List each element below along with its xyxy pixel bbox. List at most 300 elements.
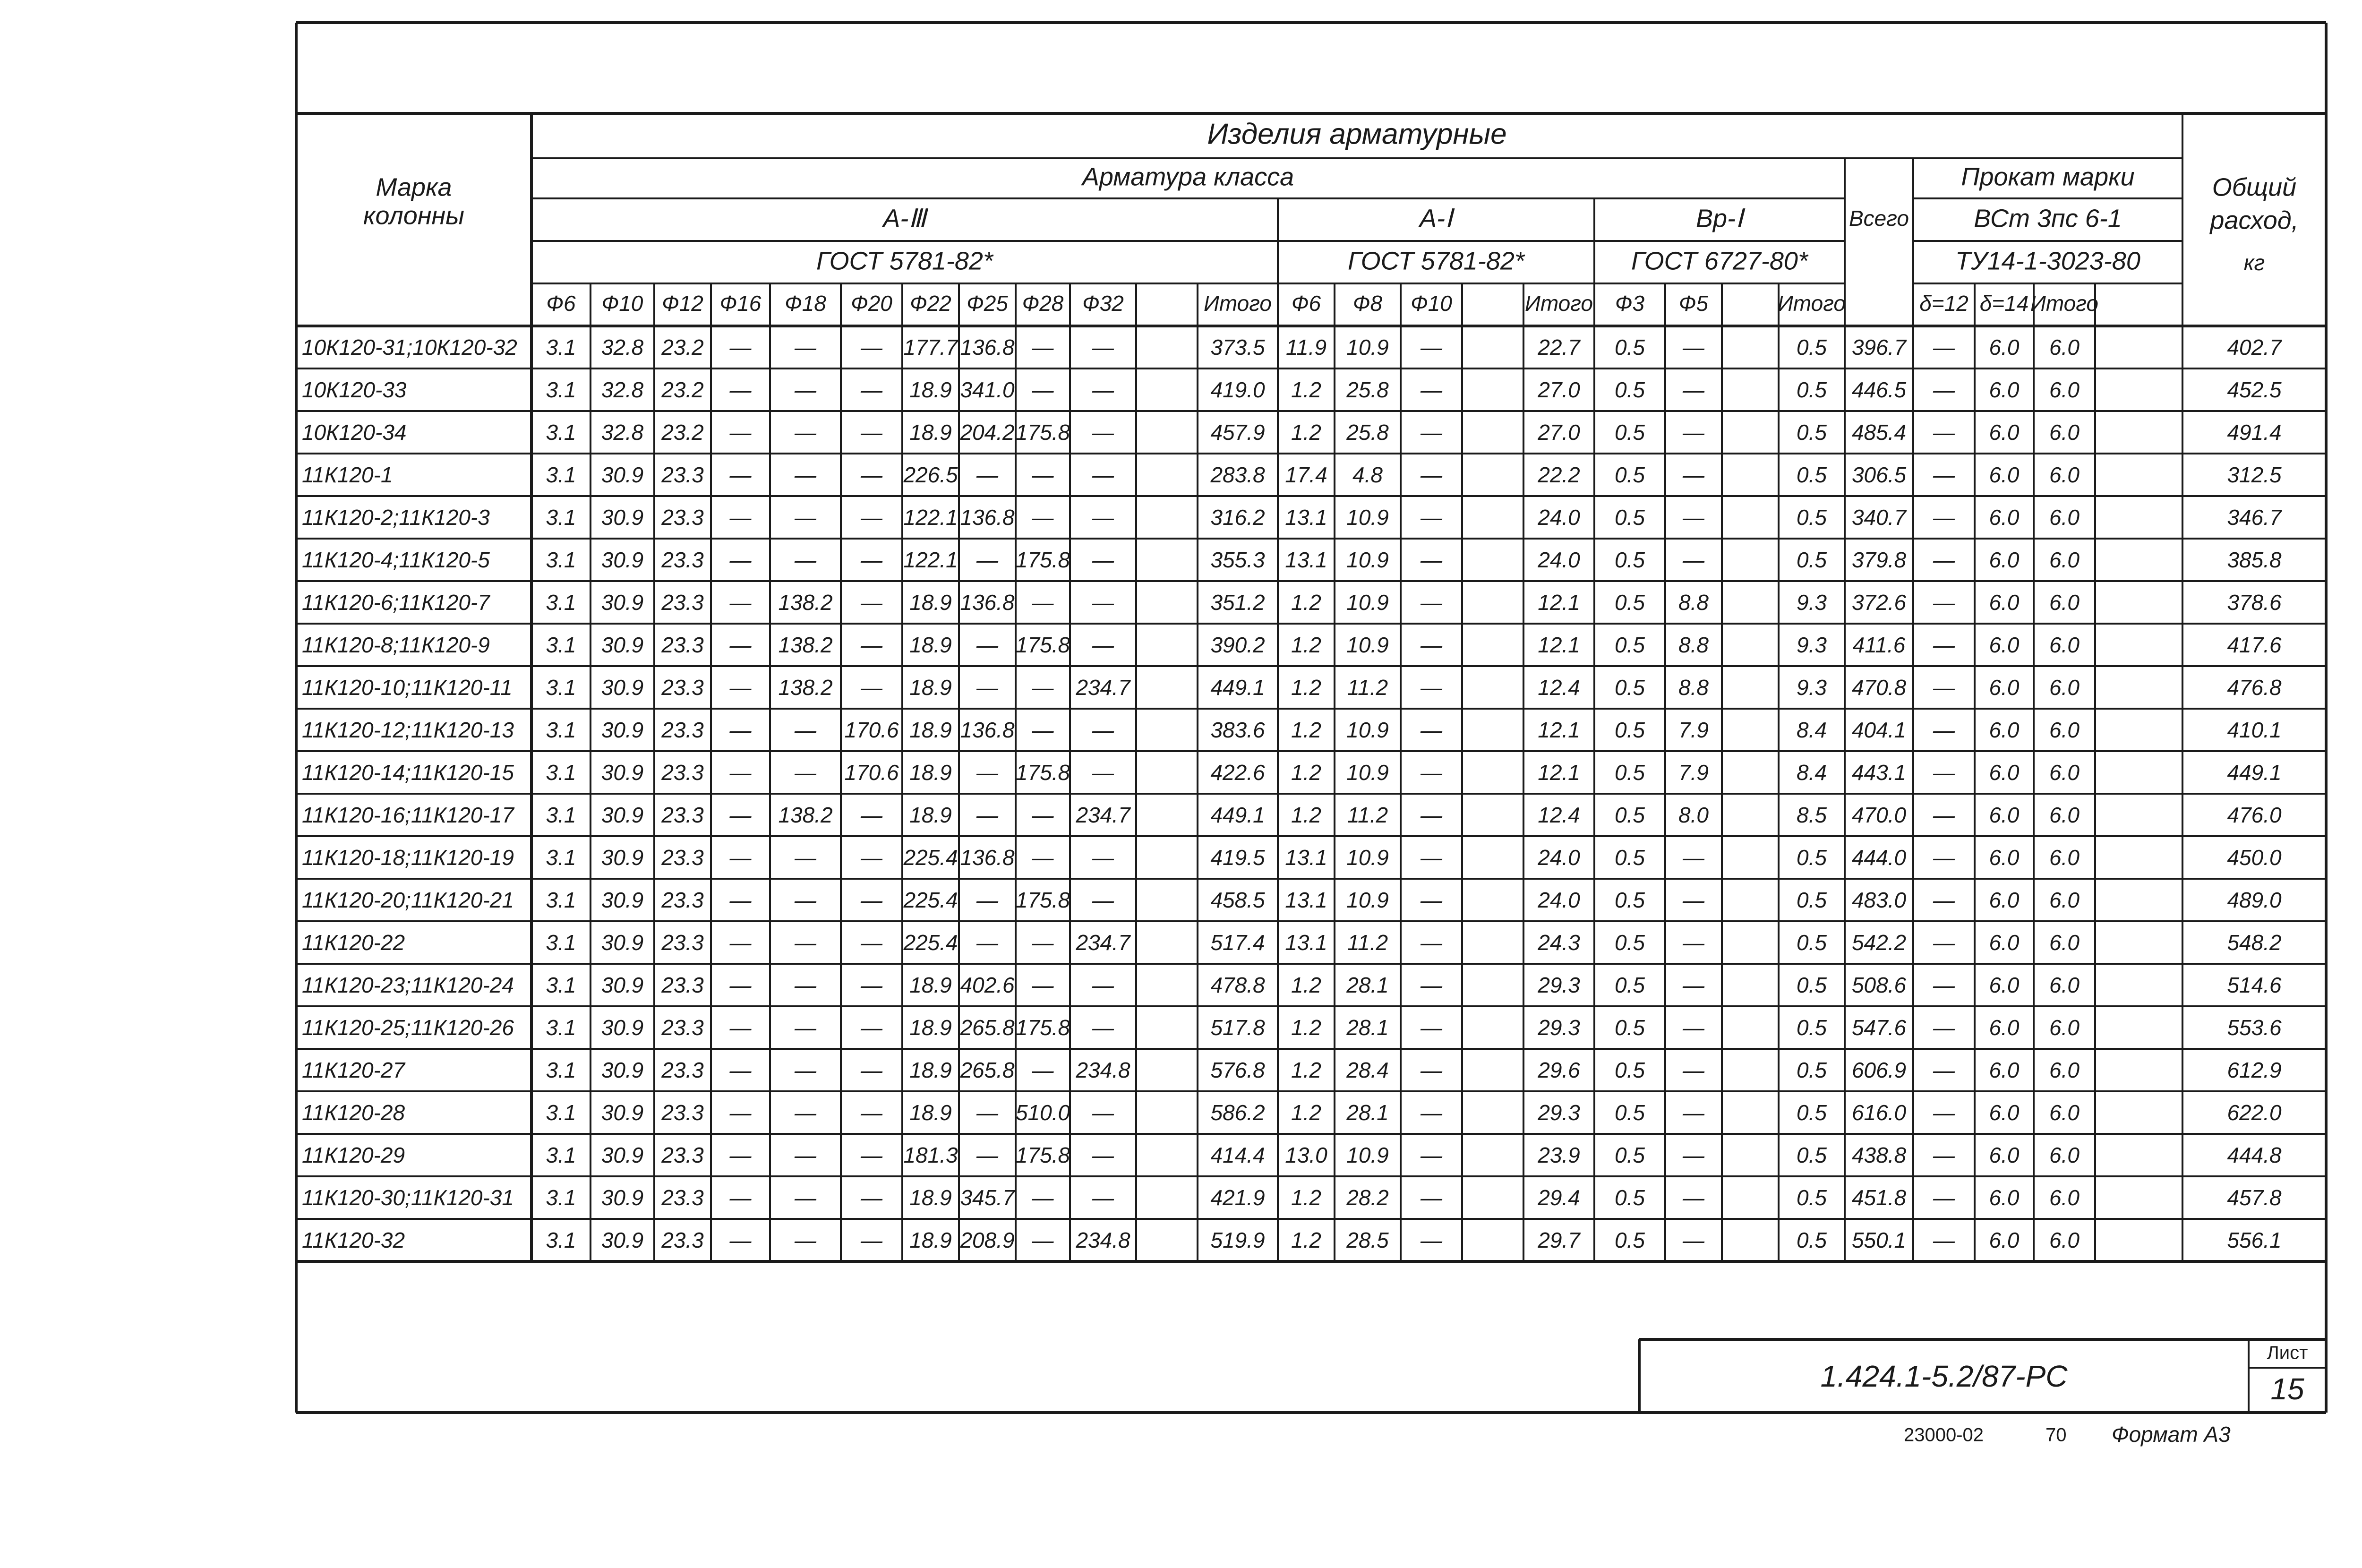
cell-a3: 208.9 bbox=[960, 1228, 1015, 1253]
cell-prokat: 6.0 bbox=[1989, 1015, 2020, 1040]
class-a3-label: А-Ⅲ bbox=[883, 204, 926, 233]
cell-a3: 3.1 bbox=[546, 675, 576, 700]
cell-a1: 22.7 bbox=[1538, 335, 1580, 360]
cell-a3: — bbox=[1092, 973, 1114, 998]
cell-a1: — bbox=[1421, 335, 1442, 360]
cell-a1: — bbox=[1421, 1058, 1442, 1083]
cell-vr1: 0.5 bbox=[1615, 930, 1645, 955]
cell-a3: 3.1 bbox=[546, 633, 576, 658]
cell-overall: 489.0 bbox=[2227, 888, 2282, 913]
cell-vr1: 7.9 bbox=[1678, 760, 1709, 785]
cell-vr1: 0.5 bbox=[1797, 420, 1827, 445]
cell-a1: — bbox=[1421, 845, 1442, 870]
cell-vr1: 0.5 bbox=[1797, 463, 1827, 488]
cell-a3: 30.9 bbox=[601, 930, 644, 955]
cell-vr1: — bbox=[1683, 1185, 1704, 1210]
row-mark: 10К120-33 bbox=[302, 377, 407, 403]
cell-a3: 30.9 bbox=[601, 675, 644, 700]
cell-a1: 23.9 bbox=[1538, 1143, 1580, 1168]
cell-prokat: 6.0 bbox=[1989, 1100, 2020, 1125]
cell-a3: — bbox=[861, 803, 882, 828]
column-header-a3: Ф16 bbox=[719, 291, 762, 316]
cell-prokat: 6.0 bbox=[2049, 803, 2080, 828]
cell-a3: — bbox=[1092, 590, 1114, 615]
cell-a1: 28.5 bbox=[1346, 1228, 1389, 1253]
cell-vr1: 0.5 bbox=[1615, 335, 1645, 360]
cell-vr1: 0.5 bbox=[1615, 1143, 1645, 1168]
column-header-vr1: Ф3 bbox=[1615, 291, 1645, 316]
cell-a3: — bbox=[795, 1143, 816, 1168]
cell-vr1: — bbox=[1683, 1143, 1704, 1168]
cell-prokat: 6.0 bbox=[2049, 888, 2080, 913]
cell-total: 404.1 bbox=[1851, 718, 1907, 743]
cell-a3: 177.7 bbox=[903, 335, 958, 360]
cell-a3: 175.8 bbox=[1015, 420, 1070, 445]
cell-a3: — bbox=[1032, 930, 1054, 955]
cell-a3: — bbox=[976, 930, 998, 955]
cell-prokat: 6.0 bbox=[1989, 1143, 2020, 1168]
cell-a3: 30.9 bbox=[601, 1058, 644, 1083]
cell-prokat: — bbox=[1933, 1100, 1955, 1125]
cell-a3: 138.2 bbox=[778, 675, 833, 700]
cell-a3: — bbox=[1032, 377, 1054, 403]
cell-a1: 29.4 bbox=[1538, 1185, 1580, 1210]
cell-a3: — bbox=[729, 377, 752, 403]
cell-a3: 122.1 bbox=[903, 548, 958, 573]
cell-a3: — bbox=[1092, 718, 1114, 743]
cell-a1: 1.2 bbox=[1291, 718, 1321, 743]
cell-a1: — bbox=[1421, 1228, 1442, 1253]
cell-a3: 23.2 bbox=[661, 377, 704, 403]
cell-a3: — bbox=[729, 633, 752, 658]
cell-a3: — bbox=[795, 377, 816, 403]
cell-prokat: 6.0 bbox=[1989, 1185, 2020, 1210]
cell-a3: 30.9 bbox=[601, 973, 644, 998]
cell-vr1: 0.5 bbox=[1615, 548, 1645, 573]
cell-a1: 1.2 bbox=[1291, 760, 1321, 785]
cell-vr1: — bbox=[1683, 1100, 1704, 1125]
cell-vr1: 8.5 bbox=[1797, 803, 1827, 828]
row-mark: 11К120-14;11К120-15 bbox=[302, 760, 514, 785]
cell-a1: 28.4 bbox=[1346, 1058, 1389, 1083]
cell-a3: — bbox=[976, 1100, 998, 1125]
gost-a3-label: ГОСТ 5781-82* bbox=[816, 247, 993, 275]
cell-a3: 517.8 bbox=[1210, 1015, 1265, 1040]
cell-a1: 13.0 bbox=[1285, 1143, 1327, 1168]
cell-vr1: 8.8 bbox=[1678, 675, 1709, 700]
cell-prokat: 6.0 bbox=[2049, 420, 2080, 445]
cell-a1: — bbox=[1421, 760, 1442, 785]
cell-vr1: 0.5 bbox=[1615, 1015, 1645, 1040]
row-mark: 11К120-6;11К120-7 bbox=[302, 590, 490, 615]
rebar-class-label: Арматура класса bbox=[1082, 163, 1294, 191]
cell-a3: 234.7 bbox=[1076, 803, 1130, 828]
cell-prokat: 6.0 bbox=[1989, 803, 2020, 828]
overall-header-label: кг bbox=[2243, 250, 2265, 275]
cell-prokat: 6.0 bbox=[1989, 633, 2020, 658]
row-mark: 11К120-32 bbox=[302, 1228, 405, 1253]
cell-a3: — bbox=[795, 1100, 816, 1125]
cell-a1: 11.9 bbox=[1285, 335, 1327, 360]
cell-a1: 10.9 bbox=[1346, 760, 1389, 785]
cell-prokat: 6.0 bbox=[1989, 718, 2020, 743]
cell-a3: 204.2 bbox=[960, 420, 1015, 445]
cell-a3: 265.8 bbox=[960, 1058, 1015, 1083]
class-a1-label: А-Ⅰ bbox=[1420, 204, 1453, 233]
cell-vr1: — bbox=[1683, 505, 1704, 530]
cell-a3: 138.2 bbox=[778, 590, 833, 615]
cell-a3: — bbox=[729, 590, 752, 615]
cell-a3: 3.1 bbox=[546, 930, 576, 955]
cell-a3: 138.2 bbox=[778, 803, 833, 828]
cell-a3: 422.6 bbox=[1210, 760, 1265, 785]
cell-a3: 23.3 bbox=[661, 548, 704, 573]
cell-a3: — bbox=[795, 718, 816, 743]
cell-a3: — bbox=[1092, 845, 1114, 870]
cell-a3: 3.1 bbox=[546, 590, 576, 615]
cell-a3: — bbox=[795, 463, 816, 488]
cell-a3: 30.9 bbox=[601, 1015, 644, 1040]
cell-a3: 421.9 bbox=[1210, 1185, 1265, 1210]
cell-prokat: 6.0 bbox=[2049, 335, 2080, 360]
cell-vr1: 8.4 bbox=[1797, 760, 1827, 785]
cell-a3: 30.9 bbox=[601, 548, 644, 573]
cell-a3: 18.9 bbox=[909, 803, 952, 828]
cell-a3: — bbox=[1092, 888, 1114, 913]
cell-a3: 225.4 bbox=[903, 888, 958, 913]
cell-prokat: 6.0 bbox=[2049, 973, 2080, 998]
cell-prokat: 6.0 bbox=[1989, 505, 2020, 530]
cell-vr1: 0.5 bbox=[1615, 973, 1645, 998]
cell-a3: — bbox=[729, 718, 752, 743]
cell-a1: 1.2 bbox=[1291, 675, 1321, 700]
cell-vr1: 0.5 bbox=[1615, 718, 1645, 743]
cell-a3: 23.3 bbox=[661, 973, 704, 998]
cell-a1: — bbox=[1421, 1143, 1442, 1168]
cell-prokat: 6.0 bbox=[1989, 377, 2020, 403]
cell-a3: 458.5 bbox=[1210, 888, 1265, 913]
cell-vr1: — bbox=[1683, 548, 1704, 573]
cell-vr1: 0.5 bbox=[1615, 463, 1645, 488]
cell-a1: 29.6 bbox=[1538, 1058, 1580, 1083]
cell-vr1: 0.5 bbox=[1797, 930, 1827, 955]
cell-prokat: 6.0 bbox=[1989, 675, 2020, 700]
cell-a1: 1.2 bbox=[1291, 1058, 1321, 1083]
cell-a1: 10.9 bbox=[1346, 1143, 1389, 1168]
cell-total: 483.0 bbox=[1851, 888, 1907, 913]
cell-a3: — bbox=[1092, 1143, 1114, 1168]
cell-a3: — bbox=[861, 675, 882, 700]
cell-a3: 23.2 bbox=[661, 420, 704, 445]
cell-a3: — bbox=[729, 1185, 752, 1210]
cell-overall: 514.6 bbox=[2227, 973, 2282, 998]
cell-a3: 32.8 bbox=[601, 377, 644, 403]
cell-a3: 122.1 bbox=[903, 505, 958, 530]
cell-prokat: — bbox=[1933, 1015, 1955, 1040]
cell-a3: 3.1 bbox=[546, 973, 576, 998]
cell-prokat: — bbox=[1933, 1185, 1955, 1210]
cell-a1: 24.0 bbox=[1538, 845, 1580, 870]
cell-a3: — bbox=[1032, 335, 1054, 360]
cell-a1: 4.8 bbox=[1352, 463, 1383, 488]
cell-a3: 23.3 bbox=[661, 845, 704, 870]
cell-a3: — bbox=[729, 335, 752, 360]
cell-a3: — bbox=[729, 463, 752, 488]
sheet-label: Лист bbox=[2267, 1342, 2308, 1363]
footer-number: 70 bbox=[2045, 1424, 2067, 1446]
cell-a3: 234.8 bbox=[1076, 1228, 1130, 1253]
cell-a3: 510.0 bbox=[1015, 1100, 1070, 1125]
cell-a3: 3.1 bbox=[546, 1100, 576, 1125]
cell-prokat: — bbox=[1933, 1058, 1955, 1083]
cell-prokat: 6.0 bbox=[1989, 760, 2020, 785]
cell-a3: 18.9 bbox=[909, 1100, 952, 1125]
cell-vr1: — bbox=[1683, 845, 1704, 870]
cell-a3: 3.1 bbox=[546, 420, 576, 445]
gost-vr1-label: ГОСТ 6727-80* bbox=[1631, 247, 1808, 275]
cell-a1: — bbox=[1421, 803, 1442, 828]
cell-a1: — bbox=[1421, 1015, 1442, 1040]
cell-a3: 419.5 bbox=[1210, 845, 1265, 870]
cell-vr1: 0.5 bbox=[1797, 845, 1827, 870]
cell-a3: 18.9 bbox=[909, 633, 952, 658]
cell-a1: 11.2 bbox=[1347, 675, 1388, 700]
row-mark: 11К120-1 bbox=[302, 463, 393, 488]
cell-vr1: — bbox=[1683, 930, 1704, 955]
cell-vr1: — bbox=[1683, 973, 1704, 998]
cell-overall: 476.8 bbox=[2227, 675, 2282, 700]
mark-header-label: колонны bbox=[363, 201, 464, 230]
cell-a3: 175.8 bbox=[1015, 548, 1070, 573]
column-header-a1: Итого bbox=[1524, 291, 1593, 316]
cell-a1: 27.0 bbox=[1538, 377, 1580, 403]
cell-a1: 13.1 bbox=[1285, 930, 1327, 955]
cell-a3: 3.1 bbox=[546, 1228, 576, 1253]
cell-a3: 3.1 bbox=[546, 1058, 576, 1083]
cell-a3: — bbox=[795, 420, 816, 445]
cell-a1: — bbox=[1421, 463, 1442, 488]
cell-a3: — bbox=[861, 1100, 882, 1125]
cell-a3: 225.4 bbox=[903, 930, 958, 955]
cell-vr1: 0.5 bbox=[1797, 973, 1827, 998]
cell-total: 379.8 bbox=[1851, 548, 1907, 573]
column-header-a3: Ф32 bbox=[1082, 291, 1124, 316]
cell-a1: 29.7 bbox=[1538, 1228, 1580, 1253]
prokat-steel-label: ВСт 3пс 6-1 bbox=[1974, 204, 2122, 233]
column-header-a3: Ф28 bbox=[1022, 291, 1064, 316]
cell-prokat: — bbox=[1933, 718, 1955, 743]
cell-prokat: 6.0 bbox=[1989, 548, 2020, 573]
row-mark: 11К120-2;11К120-3 bbox=[302, 505, 490, 530]
cell-a3: — bbox=[861, 377, 882, 403]
row-mark: 11К120-28 bbox=[302, 1100, 405, 1125]
cell-a3: 449.1 bbox=[1210, 675, 1265, 700]
cell-total: 616.0 bbox=[1851, 1100, 1907, 1125]
cell-a3: — bbox=[1092, 505, 1114, 530]
cell-a1: — bbox=[1421, 1100, 1442, 1125]
cell-a3: 234.7 bbox=[1076, 930, 1130, 955]
cell-a1: 11.2 bbox=[1347, 803, 1388, 828]
cell-overall: 476.0 bbox=[2227, 803, 2282, 828]
cell-a1: 29.3 bbox=[1538, 1015, 1580, 1040]
cell-a3: 419.0 bbox=[1210, 377, 1265, 403]
cell-a3: 3.1 bbox=[546, 463, 576, 488]
cell-a3: 175.8 bbox=[1015, 1143, 1070, 1168]
cell-a3: 283.8 bbox=[1210, 463, 1265, 488]
column-header-a3: Ф25 bbox=[967, 291, 1008, 316]
column-header-vr1: Ф5 bbox=[1678, 291, 1709, 316]
cell-prokat: — bbox=[1933, 548, 1955, 573]
cell-a3: — bbox=[1032, 718, 1054, 743]
cell-a1: 24.0 bbox=[1538, 548, 1580, 573]
cell-a3: — bbox=[729, 973, 752, 998]
cell-a1: — bbox=[1421, 888, 1442, 913]
cell-overall: 402.7 bbox=[2227, 335, 2282, 360]
column-header-a3: Ф18 bbox=[785, 291, 826, 316]
cell-vr1: 9.3 bbox=[1797, 633, 1827, 658]
cell-a3: 23.3 bbox=[661, 1228, 704, 1253]
cell-prokat: 6.0 bbox=[1989, 335, 2020, 360]
cell-a3: 18.9 bbox=[909, 1015, 952, 1040]
cell-a3: 225.4 bbox=[903, 845, 958, 870]
cell-a1: 1.2 bbox=[1291, 590, 1321, 615]
cell-vr1: 0.5 bbox=[1615, 1185, 1645, 1210]
cell-overall: 312.5 bbox=[2227, 463, 2282, 488]
cell-a3: 23.3 bbox=[661, 803, 704, 828]
cell-vr1: 8.8 bbox=[1678, 590, 1709, 615]
cell-a3: 23.3 bbox=[661, 930, 704, 955]
cell-a1: 10.9 bbox=[1346, 633, 1389, 658]
cell-a3: — bbox=[1092, 335, 1114, 360]
cell-vr1: 8.8 bbox=[1678, 633, 1709, 658]
cell-a3: 3.1 bbox=[546, 1185, 576, 1210]
row-mark: 11К120-22 bbox=[302, 930, 405, 955]
cell-vr1: 0.5 bbox=[1797, 335, 1827, 360]
cell-a3: — bbox=[861, 1015, 882, 1040]
cell-a3: — bbox=[729, 1143, 752, 1168]
cell-a3: 30.9 bbox=[601, 760, 644, 785]
cell-a3: — bbox=[1092, 377, 1114, 403]
cell-a1: 10.9 bbox=[1346, 335, 1389, 360]
cell-prokat: — bbox=[1933, 930, 1955, 955]
cell-a3: — bbox=[861, 845, 882, 870]
cell-a3: — bbox=[795, 1015, 816, 1040]
cell-a3: 32.8 bbox=[601, 335, 644, 360]
cell-overall: 417.6 bbox=[2227, 633, 2282, 658]
cell-a3: 30.9 bbox=[601, 1185, 644, 1210]
overall-header-label: расход, bbox=[2210, 206, 2299, 235]
cell-prokat: — bbox=[1933, 505, 1955, 530]
cell-a1: — bbox=[1421, 930, 1442, 955]
cell-a3: 30.9 bbox=[601, 888, 644, 913]
cell-prokat: 6.0 bbox=[2049, 1100, 2080, 1125]
cell-prokat: — bbox=[1933, 760, 1955, 785]
cell-a1: 12.1 bbox=[1538, 718, 1580, 743]
cell-a3: — bbox=[1092, 548, 1114, 573]
total-header-label: Всего bbox=[1849, 206, 1909, 231]
cell-total: 411.6 bbox=[1852, 633, 1906, 658]
cell-total: 451.8 bbox=[1851, 1185, 1907, 1210]
cell-a3: — bbox=[795, 973, 816, 998]
cell-a3: 30.9 bbox=[601, 803, 644, 828]
cell-vr1: 8.0 bbox=[1678, 803, 1709, 828]
cell-prokat: — bbox=[1933, 675, 1955, 700]
cell-vr1: 9.3 bbox=[1797, 675, 1827, 700]
cell-vr1: 8.4 bbox=[1797, 718, 1827, 743]
column-header-a1: Ф10 bbox=[1411, 291, 1452, 316]
cell-a3: 23.3 bbox=[661, 590, 704, 615]
cell-prokat: 6.0 bbox=[2049, 1185, 2080, 1210]
cell-a3: — bbox=[1032, 845, 1054, 870]
cell-overall: 378.6 bbox=[2227, 590, 2282, 615]
cell-a3: 414.4 bbox=[1210, 1143, 1265, 1168]
cell-a3: 181.3 bbox=[903, 1143, 958, 1168]
cell-a3: — bbox=[976, 548, 998, 573]
cell-vr1: — bbox=[1683, 335, 1704, 360]
cell-a3: — bbox=[861, 1185, 882, 1210]
cell-a1: 28.1 bbox=[1346, 1100, 1389, 1125]
cell-a3: — bbox=[729, 505, 752, 530]
cell-prokat: — bbox=[1933, 1143, 1955, 1168]
row-mark: 11К120-25;11К120-26 bbox=[302, 1015, 514, 1040]
cell-a3: — bbox=[729, 1100, 752, 1125]
cell-a3: — bbox=[861, 463, 882, 488]
cell-a3: 3.1 bbox=[546, 718, 576, 743]
cell-a3: 517.4 bbox=[1210, 930, 1265, 955]
row-mark: 11К120-29 bbox=[302, 1143, 405, 1168]
column-header-a1: Ф6 bbox=[1291, 291, 1321, 316]
cell-vr1: — bbox=[1683, 1228, 1704, 1253]
cell-total: 606.9 bbox=[1851, 1058, 1907, 1083]
cell-a3: 3.1 bbox=[546, 888, 576, 913]
cell-overall: 452.5 bbox=[2227, 377, 2282, 403]
cell-a3: 351.2 bbox=[1210, 590, 1265, 615]
cell-a1: 12.1 bbox=[1538, 760, 1580, 785]
row-mark: 10К120-31;10К120-32 bbox=[302, 335, 517, 360]
cell-a1: 1.2 bbox=[1291, 377, 1321, 403]
cell-prokat: 6.0 bbox=[2049, 463, 2080, 488]
cell-a3: — bbox=[1032, 973, 1054, 998]
cell-prokat: 6.0 bbox=[2049, 548, 2080, 573]
cell-a3: — bbox=[729, 803, 752, 828]
cell-a3: — bbox=[976, 633, 998, 658]
cell-a3: 30.9 bbox=[601, 718, 644, 743]
cell-a3: 23.2 bbox=[661, 335, 704, 360]
cell-vr1: 0.5 bbox=[1615, 377, 1645, 403]
row-mark: 11К120-4;11К120-5 bbox=[302, 548, 490, 573]
cell-a3: — bbox=[861, 590, 882, 615]
cell-vr1: 0.5 bbox=[1797, 548, 1827, 573]
cell-a3: 175.8 bbox=[1015, 1015, 1070, 1040]
cell-a1: 28.2 bbox=[1346, 1185, 1389, 1210]
products-title: Изделия арматурные bbox=[1207, 118, 1507, 151]
cell-a3: 457.9 bbox=[1210, 420, 1265, 445]
cell-vr1: 0.5 bbox=[1797, 505, 1827, 530]
cell-a1: 24.3 bbox=[1538, 930, 1580, 955]
cell-overall: 410.1 bbox=[2227, 718, 2282, 743]
cell-total: 372.6 bbox=[1851, 590, 1907, 615]
cell-overall: 612.9 bbox=[2227, 1058, 2282, 1083]
cell-a3: 23.3 bbox=[661, 1143, 704, 1168]
cell-a1: 1.2 bbox=[1291, 803, 1321, 828]
cell-a3: — bbox=[795, 1185, 816, 1210]
cell-a1: 10.9 bbox=[1346, 888, 1389, 913]
cell-a1: — bbox=[1421, 633, 1442, 658]
cell-a3: — bbox=[861, 505, 882, 530]
cell-a3: 23.3 bbox=[661, 718, 704, 743]
inventory-number: 23000-02 bbox=[1904, 1424, 1984, 1446]
cell-a1: 27.0 bbox=[1538, 420, 1580, 445]
